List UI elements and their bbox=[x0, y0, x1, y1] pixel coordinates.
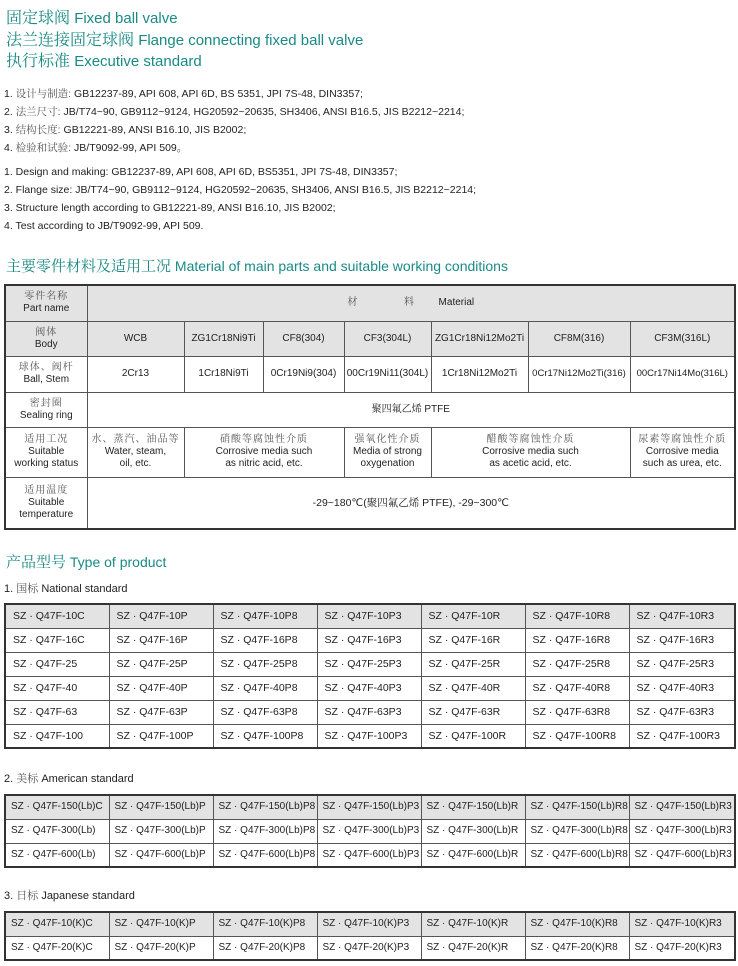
model-cell: SZ · Q47F-25 bbox=[5, 652, 109, 676]
item-label: 法兰尺寸: bbox=[15, 106, 61, 118]
model-cell: SZ · Q47F-600(Lb) bbox=[5, 843, 109, 867]
model-cell: SZ · Q47F-16R3 bbox=[629, 628, 735, 652]
table-cell: 00Cr19Ni11(304L) bbox=[344, 356, 431, 392]
label-cn: 阀体 bbox=[35, 326, 58, 338]
standard-item bbox=[4, 123, 464, 141]
model-cell: SZ · Q47F-25R8 bbox=[525, 652, 629, 676]
table-cell: 2Cr13 bbox=[87, 356, 184, 392]
cell-en: oxygenation bbox=[360, 458, 415, 469]
japanese-standard-table bbox=[4, 911, 736, 961]
row-label bbox=[5, 427, 87, 477]
label-en: working status bbox=[14, 458, 79, 469]
standard-item: 2. Flange size: JB/T74~90, GB9112~9124, HG20592~20635, SH3406, ANSI B16.5, JIS B2212~2214; bbox=[4, 184, 477, 196]
table-row bbox=[5, 652, 735, 676]
table-cell bbox=[87, 427, 184, 477]
label-number: 1. bbox=[4, 583, 14, 595]
label-en: temperature bbox=[19, 508, 74, 520]
row-label bbox=[5, 356, 87, 392]
label-cn: 国标 bbox=[16, 583, 39, 595]
model-cell: SZ · Q47F-300(Lb)R bbox=[421, 819, 525, 843]
table-row bbox=[5, 604, 735, 628]
model-cell: SZ · Q47F-100P bbox=[109, 724, 213, 748]
title-en: Flange connecting fixed ball valve bbox=[138, 32, 364, 49]
products-heading bbox=[6, 551, 166, 572]
cell-en: as nitric acid, etc. bbox=[225, 458, 303, 469]
title-cn: 执行标准 bbox=[6, 53, 71, 70]
standard-item bbox=[4, 105, 464, 123]
model-cell: SZ · Q47F-10R3 bbox=[629, 604, 735, 628]
model-cell: SZ · Q47F-25P bbox=[109, 652, 213, 676]
model-cell: SZ · Q47F-10P8 bbox=[213, 604, 317, 628]
model-cell: SZ · Q47F-300(Lb)P8 bbox=[213, 819, 317, 843]
label-cn: 日标 bbox=[16, 890, 39, 902]
material-header bbox=[87, 285, 735, 321]
national-standard-label bbox=[4, 580, 128, 596]
cell-en: oil, etc. bbox=[119, 458, 152, 469]
table-row-working-status bbox=[5, 427, 735, 477]
title-en: Fixed ball valve bbox=[74, 10, 178, 27]
table-cell bbox=[344, 427, 431, 477]
label-en: American standard bbox=[41, 773, 134, 785]
model-cell: SZ · Q47F-600(Lb)P bbox=[109, 843, 213, 867]
model-cell: SZ · Q47F-20(K)C bbox=[5, 936, 109, 960]
materials-heading bbox=[6, 255, 508, 276]
model-cell: SZ · Q47F-63P3 bbox=[317, 700, 421, 724]
label-en: Japanese standard bbox=[41, 890, 135, 902]
model-cell: SZ · Q47F-10(K)P8 bbox=[213, 912, 317, 936]
label-cn: 适用工况 bbox=[24, 434, 69, 445]
title-executive-standard bbox=[6, 51, 202, 72]
japanese-standard-label bbox=[4, 887, 135, 903]
row-label bbox=[5, 477, 87, 529]
model-cell: SZ · Q47F-10P3 bbox=[317, 604, 421, 628]
model-cell: SZ · Q47F-300(Lb)P3 bbox=[317, 819, 421, 843]
table-cell: 聚四氟乙烯 PTFE bbox=[87, 392, 735, 427]
model-cell: SZ · Q47F-100P3 bbox=[317, 724, 421, 748]
table-cell: 1Cr18Ni12Mo2Ti bbox=[431, 356, 528, 392]
model-cell: SZ · Q47F-63P8 bbox=[213, 700, 317, 724]
model-cell: SZ · Q47F-63R3 bbox=[629, 700, 735, 724]
cell-en: Corrosive media bbox=[645, 446, 719, 457]
heading-en: Material of main parts and suitable working conditions bbox=[174, 258, 508, 274]
title-cn: 法兰连接固定球阀 bbox=[6, 32, 135, 49]
item-label: 结构长度: bbox=[15, 124, 61, 136]
model-cell: SZ · Q47F-300(Lb)R8 bbox=[525, 819, 629, 843]
title-en: Executive standard bbox=[74, 53, 202, 70]
model-cell: SZ · Q47F-10P bbox=[109, 604, 213, 628]
item-text: GB12237-89, API 608, API 6D, BS 5351, JPI 7S-48, DIN3357; bbox=[74, 88, 363, 100]
model-cell: SZ · Q47F-150(Lb)P3 bbox=[317, 795, 421, 819]
model-cell: SZ · Q47F-10(K)R3 bbox=[629, 912, 735, 936]
part-name-header bbox=[5, 285, 87, 321]
table-cell: -29~180℃(聚四氟乙烯 PTFE), -29~300℃ bbox=[87, 477, 735, 529]
item-label: 检验和试验: bbox=[15, 142, 72, 154]
label-en: Body bbox=[34, 338, 58, 350]
model-cell: SZ · Q47F-150(Lb)C bbox=[5, 795, 109, 819]
model-cell: SZ · Q47F-25R bbox=[421, 652, 525, 676]
table-row bbox=[5, 628, 735, 652]
model-cell: SZ · Q47F-16P3 bbox=[317, 628, 421, 652]
cell-en: Corrosive media such bbox=[215, 446, 313, 457]
table-cell: 00Cr17Ni14Mo(316L) bbox=[630, 356, 735, 392]
cell-cn: 醋酸等腐蚀性介质 bbox=[486, 434, 575, 445]
row-label bbox=[5, 392, 87, 427]
model-cell: SZ · Q47F-25R3 bbox=[629, 652, 735, 676]
model-cell: SZ · Q47F-40P8 bbox=[213, 676, 317, 700]
model-cell: SZ · Q47F-63 bbox=[5, 700, 109, 724]
table-cell bbox=[630, 427, 735, 477]
label-number: 3. bbox=[4, 890, 14, 902]
model-cell: SZ · Q47F-20(K)P8 bbox=[213, 936, 317, 960]
model-cell: SZ · Q47F-100R bbox=[421, 724, 525, 748]
standards-list-en bbox=[4, 165, 476, 237]
title-fixed-ball-valve bbox=[6, 8, 178, 29]
model-cell: SZ · Q47F-40R bbox=[421, 676, 525, 700]
cell-cn: 强氧化性介质 bbox=[354, 434, 421, 445]
model-cell: SZ · Q47F-300(Lb)R3 bbox=[629, 819, 735, 843]
label-en: Suitable bbox=[28, 496, 65, 508]
table-row bbox=[5, 936, 735, 960]
table-row-temperature bbox=[5, 477, 735, 529]
model-cell: SZ · Q47F-100R3 bbox=[629, 724, 735, 748]
table-cell: ZG1Cr18Ni12Mo2Ti bbox=[431, 321, 528, 356]
cell-cn: 尿素等腐蚀性介质 bbox=[638, 434, 727, 445]
label-en: Sealing ring bbox=[19, 409, 73, 421]
table-cell: 0Cr17Ni12Mo2Ti(316) bbox=[528, 356, 630, 392]
item-number: 3. bbox=[4, 124, 13, 136]
standard-item bbox=[4, 141, 464, 159]
cell-cn: 水、蒸汽、油品等 bbox=[91, 434, 180, 445]
table-row bbox=[5, 819, 735, 843]
model-cell: SZ · Q47F-63R bbox=[421, 700, 525, 724]
model-cell: SZ · Q47F-600(Lb)R bbox=[421, 843, 525, 867]
model-cell: SZ · Q47F-40P3 bbox=[317, 676, 421, 700]
table-row bbox=[5, 724, 735, 748]
label-cn: 美标 bbox=[16, 773, 39, 785]
item-text: JB/T74~90, GB9112~9124, HG20592~20635, SH3406, ANSI B16.5, JIS B2212~2214; bbox=[63, 106, 465, 118]
cell-en: Water, steam, bbox=[104, 446, 167, 457]
model-cell: SZ · Q47F-16P bbox=[109, 628, 213, 652]
national-standard-table bbox=[4, 603, 736, 749]
model-cell: SZ · Q47F-40 bbox=[5, 676, 109, 700]
table-row bbox=[5, 676, 735, 700]
model-cell: SZ · Q47F-40R8 bbox=[525, 676, 629, 700]
model-cell: SZ · Q47F-20(K)R3 bbox=[629, 936, 735, 960]
heading-en: Type of product bbox=[69, 554, 167, 570]
model-cell: SZ · Q47F-10(K)R8 bbox=[525, 912, 629, 936]
table-cell: WCB bbox=[87, 321, 184, 356]
label-cn: 球体、阀杆 bbox=[18, 362, 74, 373]
table-header-row bbox=[5, 285, 735, 321]
label-cn: 适用温度 bbox=[24, 484, 69, 496]
title-flange-connecting bbox=[6, 30, 363, 51]
header-en: Material bbox=[438, 297, 475, 309]
model-cell: SZ · Q47F-10R8 bbox=[525, 604, 629, 628]
table-row bbox=[5, 843, 735, 867]
label-en: Ball, Stem bbox=[23, 374, 70, 385]
table-row bbox=[5, 912, 735, 936]
label-en: National standard bbox=[41, 583, 128, 595]
label-number: 2. bbox=[4, 773, 14, 785]
model-cell: SZ · Q47F-150(Lb)P bbox=[109, 795, 213, 819]
header-cn: 零件名称 bbox=[24, 291, 69, 303]
model-cell: SZ · Q47F-300(Lb)P bbox=[109, 819, 213, 843]
item-number: 1. bbox=[4, 88, 13, 100]
standard-item bbox=[4, 87, 464, 105]
american-standard-label bbox=[4, 770, 134, 786]
item-text: JB/T9092-99, API 509。 bbox=[74, 142, 188, 154]
label-cn: 密封圈 bbox=[29, 397, 63, 409]
model-cell: SZ · Q47F-150(Lb)R8 bbox=[525, 795, 629, 819]
model-cell: SZ · Q47F-16C bbox=[5, 628, 109, 652]
model-cell: SZ · Q47F-10(K)P bbox=[109, 912, 213, 936]
model-cell: SZ · Q47F-25P8 bbox=[213, 652, 317, 676]
model-cell: SZ · Q47F-20(K)R bbox=[421, 936, 525, 960]
table-cell bbox=[431, 427, 630, 477]
model-cell: SZ · Q47F-10R bbox=[421, 604, 525, 628]
header-cn: 料 bbox=[403, 297, 415, 309]
label-en: Suitable bbox=[28, 446, 65, 457]
cell-en: Media of strong bbox=[353, 446, 422, 457]
heading-cn: 主要零件材料及适用工况 bbox=[6, 258, 172, 275]
model-cell: SZ · Q47F-40R3 bbox=[629, 676, 735, 700]
title-cn: 固定球阀 bbox=[6, 10, 71, 27]
table-cell: 0Cr19Ni9(304) bbox=[263, 356, 344, 392]
item-number: 2. bbox=[4, 106, 13, 118]
item-number: 4. bbox=[4, 142, 13, 154]
model-cell: SZ · Q47F-40P bbox=[109, 676, 213, 700]
table-row bbox=[5, 700, 735, 724]
standard-item: 3. Structure length according to GB12221-89, ANSI B16.10, JIS B2002; bbox=[4, 202, 336, 214]
standards-list-cn bbox=[4, 87, 464, 159]
model-cell: SZ · Q47F-600(Lb)P8 bbox=[213, 843, 317, 867]
table-cell: 1Cr18Ni9Ti bbox=[184, 356, 263, 392]
model-cell: SZ · Q47F-20(K)R8 bbox=[525, 936, 629, 960]
header-en: Part name bbox=[23, 303, 70, 315]
table-cell: CF3M(316L) bbox=[630, 321, 735, 356]
model-cell: SZ · Q47F-16R8 bbox=[525, 628, 629, 652]
model-cell: SZ · Q47F-20(K)P bbox=[109, 936, 213, 960]
model-cell: SZ · Q47F-16P8 bbox=[213, 628, 317, 652]
model-cell: SZ · Q47F-100R8 bbox=[525, 724, 629, 748]
materials-table bbox=[4, 284, 736, 530]
table-cell: CF8(304) bbox=[263, 321, 344, 356]
table-row-ball-stem bbox=[5, 356, 735, 392]
cell-en: Corrosive media such bbox=[482, 446, 579, 457]
item-label: 设计与制造: bbox=[15, 88, 72, 100]
model-cell: SZ · Q47F-10(K)C bbox=[5, 912, 109, 936]
table-cell: ZG1Cr18Ni9Ti bbox=[184, 321, 263, 356]
model-cell: SZ · Q47F-100 bbox=[5, 724, 109, 748]
model-cell: SZ · Q47F-20(K)P3 bbox=[317, 936, 421, 960]
model-cell: SZ · Q47F-10(K)R bbox=[421, 912, 525, 936]
table-cell: CF8M(316) bbox=[528, 321, 630, 356]
model-cell: SZ · Q47F-300(Lb) bbox=[5, 819, 109, 843]
table-cell bbox=[184, 427, 344, 477]
table-row-body bbox=[5, 321, 735, 356]
model-cell: SZ · Q47F-63R8 bbox=[525, 700, 629, 724]
model-cell: SZ · Q47F-600(Lb)P3 bbox=[317, 843, 421, 867]
model-cell: SZ · Q47F-10(K)P3 bbox=[317, 912, 421, 936]
model-cell: SZ · Q47F-100P8 bbox=[213, 724, 317, 748]
model-cell: SZ · Q47F-63P bbox=[109, 700, 213, 724]
model-cell: SZ · Q47F-10C bbox=[5, 604, 109, 628]
cell-en: as acetic acid, etc. bbox=[489, 458, 572, 469]
item-text: GB12221-89, ANSI B16.10, JIS B2002; bbox=[63, 124, 247, 136]
model-cell: SZ · Q47F-150(Lb)R3 bbox=[629, 795, 735, 819]
cell-en: such as urea, etc. bbox=[642, 458, 722, 469]
model-cell: SZ · Q47F-25P3 bbox=[317, 652, 421, 676]
header-cn: 材 bbox=[347, 297, 359, 309]
model-cell: SZ · Q47F-150(Lb)P8 bbox=[213, 795, 317, 819]
table-row bbox=[5, 795, 735, 819]
model-cell: SZ · Q47F-600(Lb)R3 bbox=[629, 843, 735, 867]
cell-cn: 硝酸等腐蚀性介质 bbox=[220, 434, 308, 445]
model-cell: SZ · Q47F-600(Lb)R8 bbox=[525, 843, 629, 867]
american-standard-table bbox=[4, 794, 736, 868]
model-cell: SZ · Q47F-16R bbox=[421, 628, 525, 652]
model-cell: SZ · Q47F-150(Lb)R bbox=[421, 795, 525, 819]
standard-item: 1. Design and making: GB12237-89, API 608, API 6D, BS5351, JPI 7S-48, DIN3357; bbox=[4, 166, 398, 178]
table-cell: CF3(304L) bbox=[344, 321, 431, 356]
row-label bbox=[5, 321, 87, 356]
table-row-sealing-ring bbox=[5, 392, 735, 427]
standard-item: 4. Test according to JB/T9092-99, API 509. bbox=[4, 220, 204, 232]
heading-cn: 产品型号 bbox=[6, 554, 67, 571]
